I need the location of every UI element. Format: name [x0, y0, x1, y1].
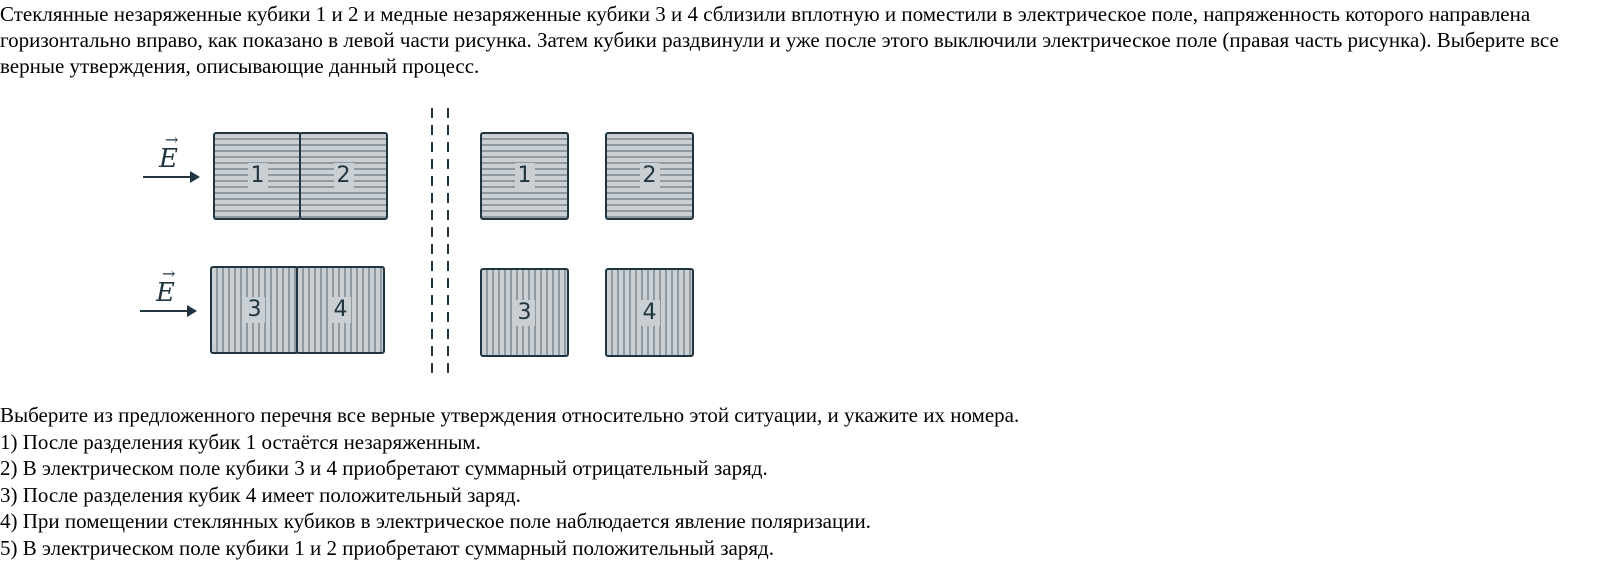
option-5: 5) В электрическом поле кубики 1 и 2 приобретают суммарный положительный заряд.: [0, 535, 774, 560]
vector-arrow-icon: →: [162, 264, 176, 283]
question-prompt: Выберите из предложенного перечня все верные утверждения относительно этой ситуации, и укажите их номера.: [0, 403, 1020, 427]
copper-cube-4-together: 4: [296, 266, 385, 354]
field-arrow-top-icon: [143, 176, 198, 178]
copper-cube-3-separated: 3: [480, 268, 569, 357]
question-block: [0, 402, 1019, 561]
field-label-bottom: → E: [156, 264, 176, 308]
option-4: 4) При помещении стеклянных кубиков в электрическое поле наблюдается явление поляризации.: [0, 509, 871, 533]
glass-cube-2-separated: 2: [605, 132, 694, 220]
field-arrow-bottom-icon: [140, 310, 195, 312]
glass-cube-1-together: 1: [213, 132, 302, 220]
problem-statement: Стеклянные незаряженные кубики 1 и 2 и медные незаряженные кубики 3 и 4 сблизили вплотную и поместили в электрическое поле, напряженность которого направлена горизонтально вправо, как показано в левой части рисунка. Затем кубики раздвинули и уже после этого выключили электрическое поле (правая часть рисунка). Выберите все верные утверждения, описывающие данный процесс.: [0, 2, 1559, 78]
copper-cube-3-together: 3: [210, 266, 299, 354]
separator-dashed-line-right: [447, 108, 449, 378]
option-1: 1) После разделения кубик 1 остаётся незаряженным.: [0, 429, 481, 454]
option-2: 2) В электрическом поле кубики 3 и 4 приобретают суммарный отрицательный заряд.: [0, 456, 768, 480]
option-3: 3) После разделения кубик 4 имеет положительный заряд.: [0, 482, 521, 507]
vector-arrow-icon: →: [165, 130, 179, 149]
glass-cube-1-separated: 1: [480, 132, 569, 220]
glass-cube-2-together: 2: [299, 132, 388, 220]
separator-dashed-line-left: [431, 108, 433, 378]
field-label-top: → E: [159, 130, 179, 174]
copper-cube-4-separated: 4: [605, 268, 694, 357]
